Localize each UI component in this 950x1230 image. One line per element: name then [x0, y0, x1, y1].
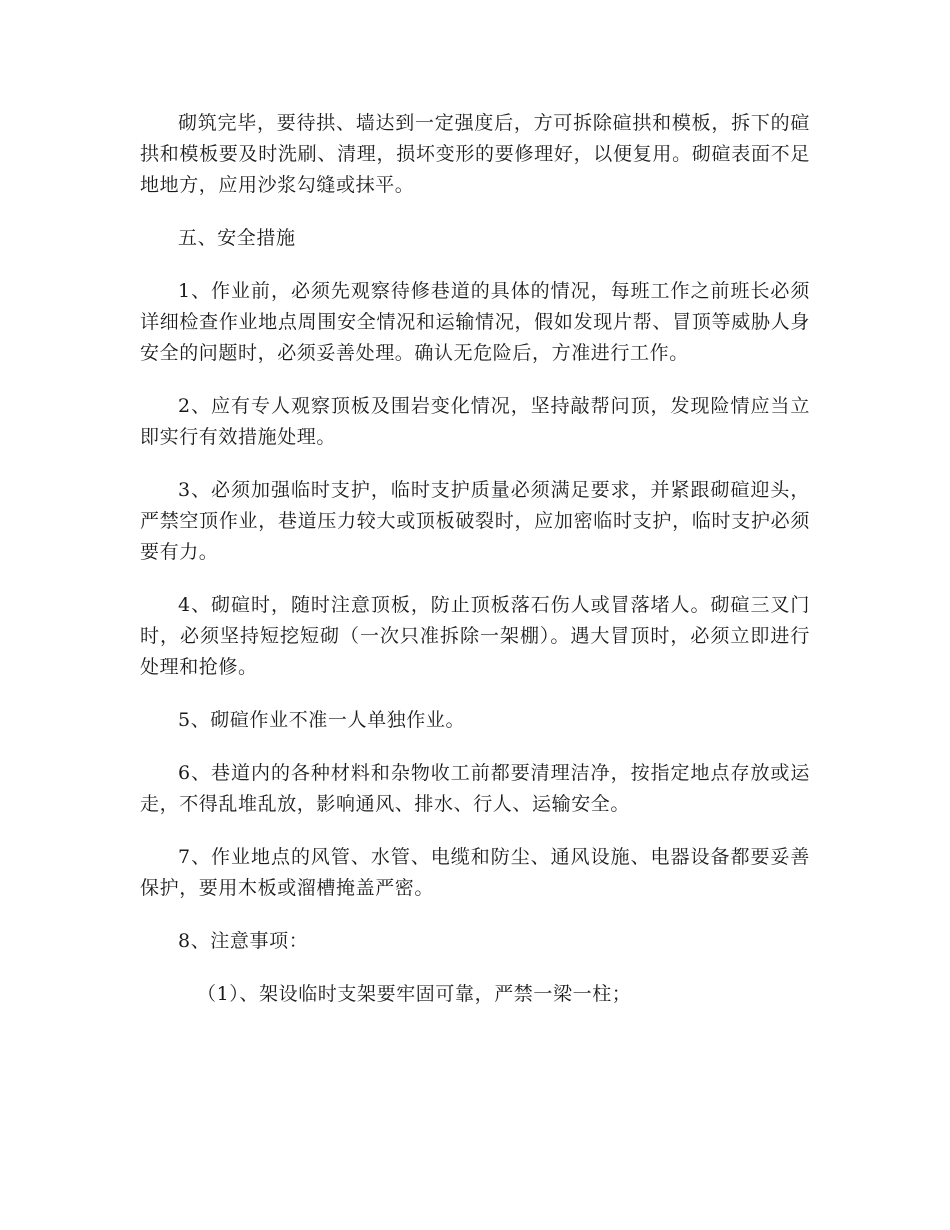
paragraph-item-5: 5、砌碹作业不准一人单独作业。: [178, 709, 466, 731]
paragraph-item-3: 3、必须加强临时支护，临时支护质量必须满足要求，并紧跟砌碹迎头，严禁空顶作业，巷道压力较大或顶板破裂时，应加密临时支护，临时支护必须要有力。: [140, 479, 810, 563]
paragraph-item-2: 2、应有专人观察顶板及围岩变化情况，坚持敲帮问顶，发现险情应当立即实行有效措施处理。: [140, 395, 810, 448]
paragraph-masonry-completion: 砌筑完毕，要待拱、墙达到一定强度后，方可拆除碹拱和模板，拆下的碹拱和模板要及时洗刷、清理，损坏变形的要修理好，以便复用。砌碹表面不足地地方，应用沙浆勾缝或抹平。: [140, 112, 810, 196]
document-page: [140, 108, 810, 1032]
paragraph-subitem-1: （1）、架设临时支架要牢固可靠，严禁一梁一柱；: [197, 983, 632, 1005]
section-heading-safety-measures: 五、安全措施: [178, 227, 296, 249]
paragraph-item-6: 6、巷道内的各种材料和杂物收工前都要清理洁净，按指定地点存放或运走，不得乱堆乱放，影响通风、排水、行人、运输安全。: [140, 762, 810, 815]
paragraph-item-4: 4、砌碹时，随时注意顶板，防止顶板落石伤人或冒落堵人。砌碹三叉门时，必须坚持短挖短砌（一次只准拆除一架棚）。遇大冒顶时，必须立即进行处理和抢修。: [140, 594, 810, 678]
paragraph-item-1: 1、作业前，必须先观察待修巷道的具体的情况，每班工作之前班长必须详细检查作业地点周围安全情况和运输情况，假如发现片帮、冒顶等威胁人身安全的问题时，必须妥善处理。确认无危险后，方准进行工作。: [140, 280, 810, 364]
paragraph-item-7: 7、作业地点的风管、水管、电缆和防尘、通风设施、电器设备都要妥善保护，要用木板或溜槽掩盖严密。: [140, 846, 810, 899]
paragraph-item-8: 8、注意事项：: [178, 930, 309, 952]
